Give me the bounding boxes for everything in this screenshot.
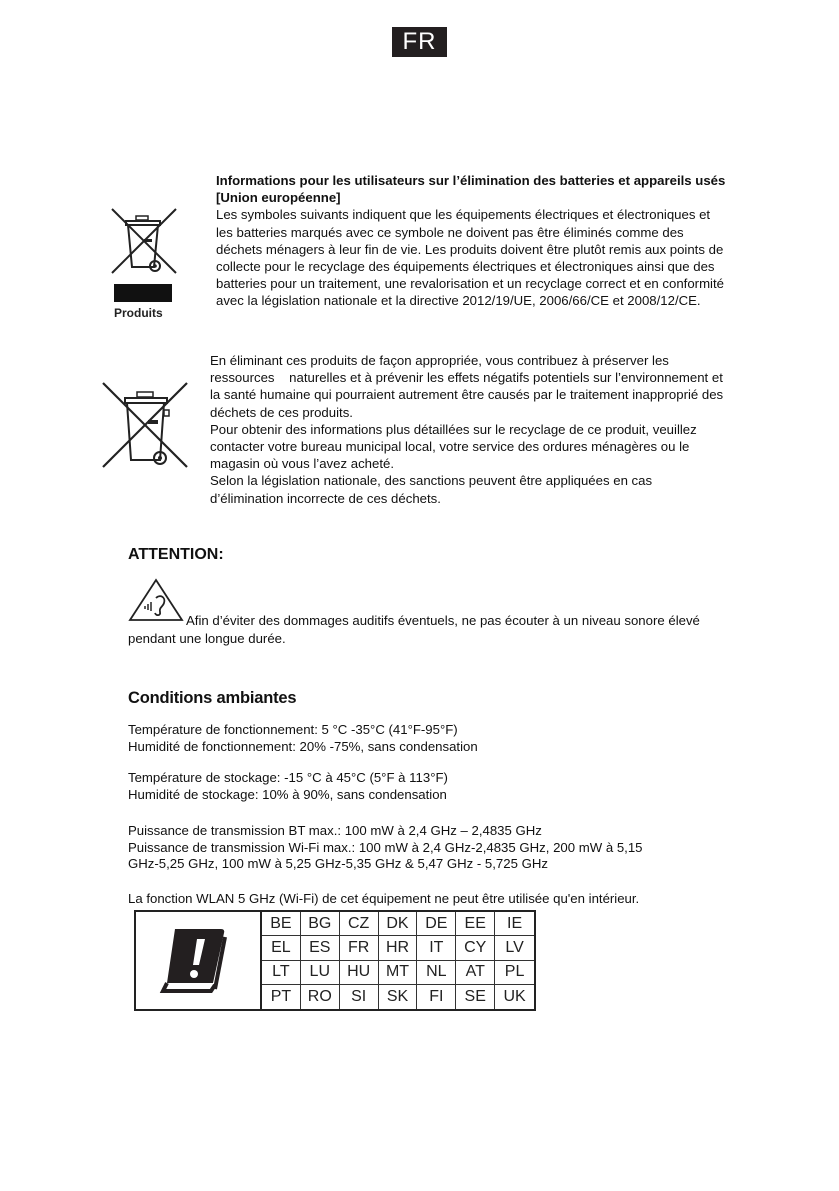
black-bar-marker (114, 284, 172, 302)
text-line: Température de fonctionnement: 5 °C -35°C (41°F-95°F) (128, 722, 458, 737)
country-code-cell: PT (262, 985, 301, 1009)
section-subtitle: [Union européenne] (216, 190, 341, 206)
text-line: Humidité de stockage: 10% à 90%, sans condensation (128, 786, 447, 802)
country-code-cell: SK (379, 985, 418, 1009)
text-line: ressources naturelles et à prévenir les effets négatifs potentiels sur l’environnement et (210, 370, 723, 386)
text-line: Les symboles suivants indiquent que les équipements électriques et électroniques et (216, 207, 711, 223)
text-line: Puissance de transmission BT max.: 100 mW à 2,4 GHz – 2,4835 GHz (128, 823, 542, 838)
country-code-cell: NL (417, 961, 456, 985)
country-code-cell: LV (495, 936, 534, 960)
storage-conditions (128, 770, 748, 803)
text-line: Selon la législation nationale, des sanctions peuvent être appliquées en cas (210, 473, 653, 489)
country-code-cell: LT (262, 961, 301, 985)
text-line: Puissance de transmission Wi-Fi max.: 100 mW à 2,4 GHz-2,4835 GHz, 200 mW à 5,15 (128, 839, 643, 855)
text-line: Pour obtenir des informations plus détaillées sur le recyclage de ce produit, veuillez (210, 421, 697, 437)
country-code-cell: DK (379, 912, 418, 936)
country-code-cell: FI (417, 985, 456, 1009)
text-line: la santé humaine qui pourraient autrement être causés par le traitement inapproprié des (210, 387, 724, 403)
operating-conditions (128, 722, 748, 755)
text-line: batteries pour un traitement, une revalorisation et un recyclage correct et en conformité (216, 276, 724, 292)
text-line: les batteries marqués avec ce symbole ne doivent pas être éliminés comme des (216, 224, 684, 240)
country-code-cell: BG (301, 912, 340, 936)
country-code-cell: BE (262, 912, 301, 936)
country-code-cell: CZ (340, 912, 379, 936)
attention-text (128, 612, 768, 647)
country-restriction-table (134, 910, 536, 1011)
country-grid (262, 912, 534, 1009)
attention-heading: ATTENTION: (128, 546, 224, 563)
text-line: Humidité de fonctionnement: 20% -75%, sans condensation (128, 738, 478, 754)
icon-label-produits: Produits (114, 306, 163, 320)
country-code-cell: SI (340, 985, 379, 1009)
language-badge: FR (392, 27, 447, 57)
attention-line: pendant une longue durée. (128, 630, 286, 646)
text-line: Température de stockage: -15 °C à 45°C (5°F à 113°F) (128, 770, 448, 785)
country-code-cell: PL (495, 961, 534, 985)
disposal-section (216, 172, 776, 310)
text-line: d’élimination incorrecte de ces déchets. (210, 490, 441, 506)
text-line: avec la législation nationale et la directive 2012/19/UE, 2006/66/CE et 2008/12/CE. (216, 293, 701, 309)
section-title: Informations pour les utilisateurs sur l’élimination des batteries et appareils usés (216, 173, 726, 188)
country-code-cell: ES (301, 936, 340, 960)
text-line: collecte pour le recyclage des équipements électriques et électroniques ainsi que des (216, 259, 715, 275)
country-code-cell: FR (340, 936, 379, 960)
country-code-cell: SE (456, 985, 495, 1009)
transmission-power (128, 823, 748, 873)
country-code-cell: DE (417, 912, 456, 936)
conditions-heading: Conditions ambiantes (128, 689, 297, 707)
wlan-note: La fonction WLAN 5 GHz (Wi-Fi) de cet équipement ne peut être utilisée qu'en intérieur. (128, 891, 640, 906)
country-code-cell: UK (503, 987, 526, 1005)
text-line: contacter votre bureau municipal local, votre service des ordures ménagères ou le (210, 439, 690, 455)
country-code-cell: HU (340, 961, 379, 985)
country-code-cell: AT (456, 961, 495, 985)
country-code-cell: HR (379, 936, 418, 960)
country-code-cell: IT (417, 936, 456, 960)
text-line: GHz-5,25 GHz, 100 mW à 5,25 GHz-5,35 GHz & 5,47 GHz - 5,725 GHz (128, 856, 548, 871)
text-line: En éliminant ces produits de façon appropriée, vous contribuez à préserver les (210, 353, 669, 368)
text-line: magasin où vous l’avez acheté. (210, 456, 395, 472)
manual-warning-book-icon (136, 912, 262, 1009)
text-line: déchets ménagers à leur fin de vie. Les produits doivent être plutôt remis aux points de (216, 241, 724, 257)
text-line: déchets de ces produits. (210, 404, 353, 420)
country-code-cell: MT (379, 961, 418, 985)
country-code-cell: LU (301, 961, 340, 985)
country-code-cell: CY (456, 936, 495, 960)
country-code-cell: IE (495, 912, 534, 936)
country-code-cell: EE (456, 912, 495, 936)
disposal-info-section (210, 352, 770, 507)
country-code-cell: EL (262, 936, 301, 960)
country-code-cell: RO (301, 985, 340, 1009)
attention-line: Afin d’éviter des dommages auditifs éventuels, ne pas écouter à un niveau sonore élevé (186, 613, 700, 628)
weee-crossed-bin-icon (100, 380, 190, 470)
weee-crossed-bin-icon (108, 205, 180, 277)
